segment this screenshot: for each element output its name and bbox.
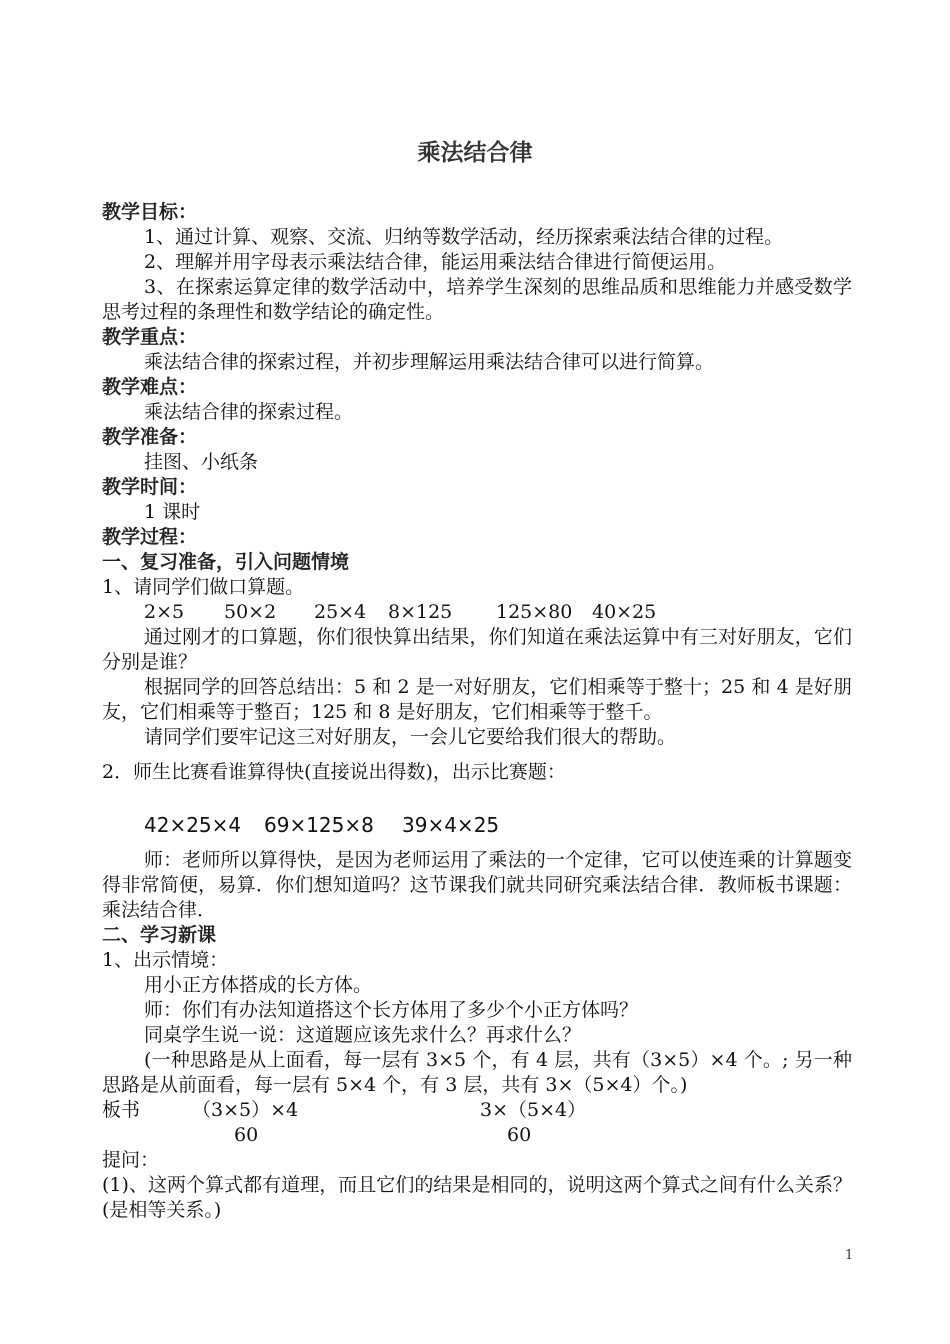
time-text: 1 课时 (144, 501, 201, 523)
scenario-line: (一种思路是从上面看，每一层有 3×5 个，有 4 层，共有（3×5）×4 个。; 另一种思路是从前面看，每一层有 5×4 个，有 3 层，共有 3×（5×4）个。) (102, 1049, 852, 1096)
page-title: 乘法结合律 (417, 140, 533, 166)
objective-item: 1、通过计算、观察、交流、归纳等数学活动，经历探索乘法结合律的过程。 (144, 226, 784, 248)
page-number: 1 (845, 1248, 854, 1263)
section1-step1: 1、请同学们做口算题。 (102, 576, 305, 598)
difficulties-heading: 教学难点： (102, 376, 198, 398)
objective-item: 3、在探索运算定律的数学活动中，培养学生深刻的思维品质和思维能力并感受数学思考过程的条理性和数学结论的确定性。 (102, 276, 852, 323)
board-expression: 3×（5×4） (480, 1099, 587, 1121)
oral-problem: 8×125 (388, 601, 453, 623)
board-result: 60 (507, 1124, 532, 1146)
oral-problems (102, 600, 852, 625)
paragraph: 通过刚才的口算题，你们很快算出结果，你们知道在乘法运算中有三对好朋友，它们分别是谁？ (102, 626, 852, 673)
board-result: 60 (234, 1124, 259, 1146)
objectives-heading: 教学目标： (102, 201, 198, 223)
oral-problem: 125×80 (496, 601, 573, 623)
time-heading: 教学时间： (102, 476, 198, 498)
preparation-heading: 教学准备： (102, 426, 198, 448)
board-results (102, 1123, 852, 1148)
process-heading: 教学过程： (102, 526, 198, 548)
section1-step2: 2．师生比赛看谁算得快(直接说出得数)，出示比赛题： (102, 761, 566, 783)
question-label: 提问： (102, 1149, 160, 1171)
board-label: 板书 (102, 1099, 141, 1121)
section2-step1: 1、出示情境： (102, 949, 229, 971)
scenario-line: 同桌学生说一说：这道题应该先求什么？再求什么？ (144, 1024, 582, 1046)
board-expression: （3×5）×4 (192, 1099, 299, 1121)
contest-problems (102, 813, 852, 838)
key-points-text: 乘法结合律的探索过程，并初步理解运用乘法结合律可以进行简算。 (144, 351, 715, 373)
oral-problem: 2×5 (144, 601, 185, 623)
paragraph: 师：老师所以算得快，是因为老师运用了乘法的一个定律，它可以使连乘的计算题变得非常简便，易算．你们想知道吗？这节课我们就共同研究乘法结合律．教师板书课题：乘法结合律． (102, 849, 852, 921)
preparation-text: 挂图、小纸条 (144, 451, 259, 473)
oral-problem: 40×25 (592, 601, 657, 623)
section2-heading: 二、学习新课 (102, 924, 217, 946)
objective-item: 2、理解并用字母表示乘法结合律，能运用乘法结合律进行简便运用。 (144, 251, 727, 273)
scenario-line: 用小正方体搭成的长方体。 (144, 974, 373, 996)
paragraph: 根据同学的回答总结出：5 和 2 是一对好朋友，它们相乘等于整十；25 和 4 是好朋友，它们相乘等于整百；125 和 8 是好朋友，它们相乘等于整千。 (102, 676, 852, 723)
paragraph: 请同学们要牢记这三对好朋友，一会儿它要给我们很大的帮助。 (144, 726, 677, 748)
section1-heading: 一、复习准备，引入问题情境 (102, 551, 350, 573)
board-writing (102, 1098, 852, 1123)
contest-problem: 69×125×8 (264, 813, 374, 837)
contest-problem: 42×25×4 (144, 813, 242, 837)
difficulties-text: 乘法结合律的探索过程。 (144, 401, 354, 423)
question-item: (1)、这两个算式都有道理，而且它们的结果是相同的，说明这两个算式之间有什么关系？(是相等关系。) (102, 1174, 852, 1221)
oral-problem: 50×2 (224, 601, 277, 623)
contest-problem: 39×4×25 (402, 813, 500, 837)
lesson-content (102, 200, 852, 1223)
key-points-heading: 教学重点： (102, 326, 198, 348)
scenario-line: 师：你们有办法知道搭这个长方体用了多少个小正方体吗？ (144, 999, 639, 1021)
oral-problem: 25×4 (314, 601, 367, 623)
